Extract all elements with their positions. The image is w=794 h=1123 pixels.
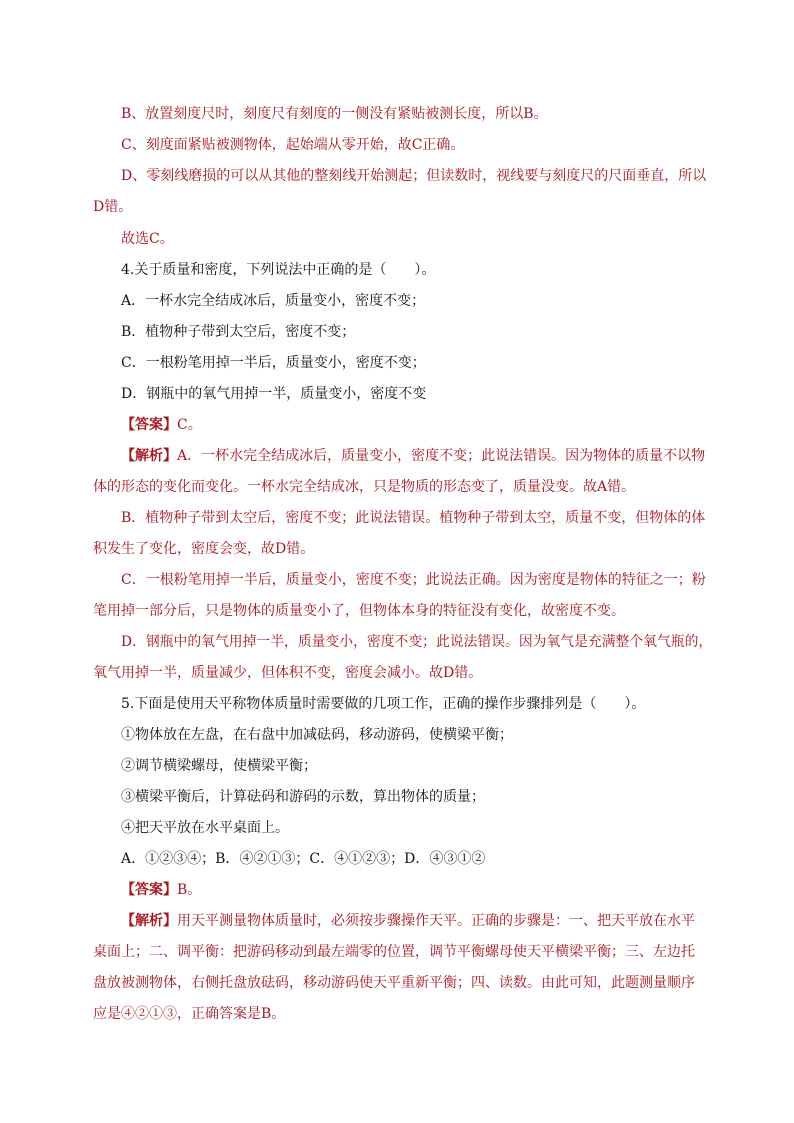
q5-step-1: ①物体放在左盘，在右盘中加减砝码，移动游码，使横梁平衡； bbox=[121, 727, 513, 743]
q4-analysis-line: 氧气用掉一半，质量减少，但体积不变，密度会减小。故D错。 bbox=[93, 665, 483, 681]
prev-explanation-line: B、放置刻度尺时，刻度尺有刻度的一侧没有紧贴被测长度，所以B。 bbox=[121, 106, 548, 122]
q4-analysis-line: 笔用掉一部分后，只是物体的质量变小了，但物体本身的特征没有变化，故密度不变。 bbox=[93, 603, 625, 619]
prev-explanation-line: D错。 bbox=[93, 199, 133, 215]
answer-value: C。 bbox=[177, 417, 202, 433]
q5-analysis-line: 盘放被测物体，右侧托盘放砝码，移动游码使天平重新平衡；四、读数。由此可知，此题测量顺序 bbox=[93, 975, 695, 991]
q4-analysis-line: C．一根粉笔用掉一半后，质量变小，密度不变；此说法正确。因为密度是物体的特征之一；粉 bbox=[121, 572, 706, 588]
q5-analysis-first-line bbox=[121, 912, 695, 930]
answer-label: 【答案】 bbox=[121, 417, 177, 433]
q5-analysis-line: 桌面上；二、调平衡：把游码移动到最左端零的位置，调节平衡螺母使天平横梁平衡；三、左边托 bbox=[93, 944, 695, 960]
prev-explanation-line: D、零刻线磨损的可以从其他的整刻线开始测起；但读数时，视线要与刻度尺的尺面垂直，所以 bbox=[121, 168, 707, 184]
answer-value: B。 bbox=[177, 882, 202, 898]
q4-option-a: A．一杯水完全结成冰后，质量变小，密度不变； bbox=[121, 293, 426, 309]
prev-conclusion: 故选C。 bbox=[121, 231, 174, 247]
q5-options: A．①②③④；B．④②①③；C．④①②③；D．④③①② bbox=[121, 851, 486, 867]
q4-analysis-line: B．植物种子带到太空后，密度不变；此说法错误。植物种子带到太空，质量不变，但物体的体 bbox=[121, 510, 706, 526]
q5-step-2: ②调节横梁螺母，使横梁平衡； bbox=[121, 758, 317, 774]
q5-step-3: ③横梁平衡后，计算砝码和游码的示数，算出物体的质量； bbox=[121, 789, 485, 805]
analysis-label: 【解析】 bbox=[121, 913, 177, 929]
q4-option-d: D．钢瓶中的氧气用掉一半，质量变小，密度不变 bbox=[121, 386, 427, 402]
q4-option-c: C．一根粉笔用掉一半后，质量变小，密度不变； bbox=[121, 355, 426, 371]
q5-answer bbox=[121, 881, 201, 899]
q4-analysis-line: D．钢瓶中的氧气用掉一半，质量变小，密度不变；此说法错误。因为氧气是充满整个氧气瓶的， bbox=[121, 634, 713, 650]
q5-analysis-line: 应是④②①③，正确答案是B。 bbox=[93, 1006, 286, 1022]
q4-stem: 4.关于质量和密度，下列说法中正确的是（ ）。 bbox=[121, 262, 436, 278]
prev-explanation-line: C、刻度面紧贴被测物体，起始端从零开始，故C正确。 bbox=[121, 137, 465, 153]
q5-stem: 5.下面是使用天平称物体质量时需要做的几项工作，正确的操作步骤排列是（ ）。 bbox=[121, 696, 646, 712]
analysis-text: 用天平测量物体质量时，必须按步骤操作天平。正确的步骤是：一、把天平放在水平 bbox=[177, 913, 695, 929]
q5-step-4: ④把天平放在水平桌面上。 bbox=[121, 820, 289, 836]
q4-analysis-line: 积发生了变化，密度会变，故D错。 bbox=[93, 541, 315, 557]
analysis-text: A．一杯水完全结成冰后，质量变小，密度不变；此说法错误。因为物体的质量不以物 bbox=[177, 448, 706, 464]
q4-analysis-first-line bbox=[121, 447, 705, 465]
q4-analysis-line: 体的形态的变化而变化。一杯水完全结成冰，只是物质的形态变了，质量没变。故A错。 bbox=[93, 479, 636, 495]
answer-label: 【答案】 bbox=[121, 882, 177, 898]
q4-answer bbox=[121, 416, 202, 434]
analysis-label: 【解析】 bbox=[121, 448, 177, 464]
q4-option-b: B．植物种子带到太空后，密度不变； bbox=[121, 324, 356, 340]
